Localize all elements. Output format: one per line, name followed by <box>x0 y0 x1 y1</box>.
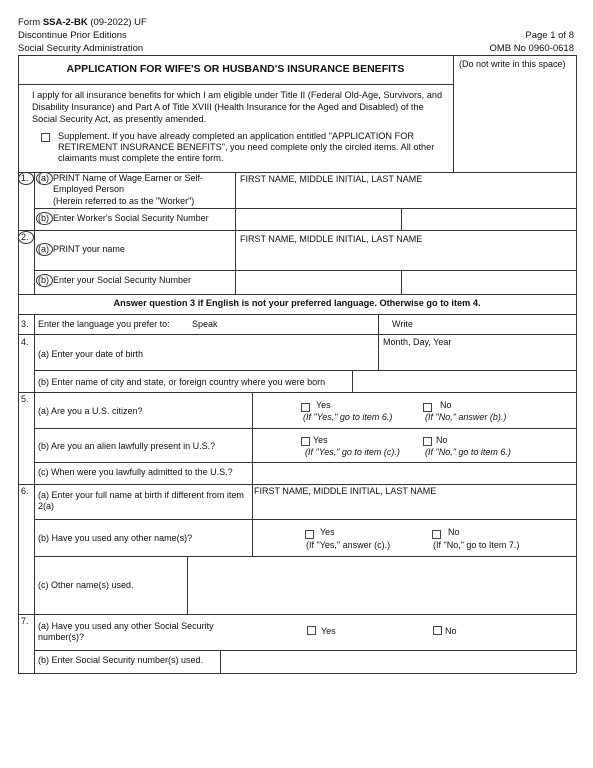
q4-bottom-rule <box>18 392 576 393</box>
q5b-yes-label: Yes <box>313 435 328 445</box>
q6a-text: (a) Enter your full name at birth if different from item 2(a) <box>38 490 244 511</box>
q1-name-header: FIRST NAME, MIDDLE INITIAL, LAST NAME <box>240 174 423 184</box>
discontinue-note: Discontinue Prior Editions <box>18 30 127 41</box>
q5a-yes-checkbox[interactable] <box>301 403 310 412</box>
your-name-field[interactable] <box>236 246 574 268</box>
grid-left-border <box>18 172 19 673</box>
q7-number: 7. <box>21 616 29 626</box>
q6b-yes-checkbox[interactable] <box>305 530 314 539</box>
birth-date-field[interactable] <box>380 349 574 368</box>
q2a-text: PRINT your name <box>53 244 125 254</box>
q5a-yes-note: (If "Yes," go to item 6.) <box>303 412 393 422</box>
q5b-yes-checkbox[interactable] <box>301 437 310 446</box>
q5a-text: (a) Are you a U.S. citizen? <box>38 406 143 416</box>
q4-number: 4. <box>21 337 29 347</box>
q5b-no-label: No <box>436 435 448 445</box>
q6-bottom-rule <box>18 614 576 615</box>
q7a-no-checkbox[interactable] <box>433 626 442 635</box>
q6-name-header: FIRST NAME, MIDDLE INITIAL, LAST NAME <box>254 486 437 496</box>
supplement-text: Supplement. If you have already completed an application entitled "APPLICATION FOR RETIREMENT INSURANCE BENEFITS", you need complete only the circled items. All other claimants must complete the entire form. <box>58 131 435 163</box>
q1b-text: Enter Worker's Social Security Number <box>53 213 209 223</box>
q7a-yes-checkbox[interactable] <box>307 626 316 635</box>
q5a-no-checkbox[interactable] <box>423 403 432 412</box>
q6b-yes-label: Yes <box>320 527 335 537</box>
form-edition: (09-2022) UF <box>90 17 147 28</box>
other-names-field[interactable] <box>188 557 574 613</box>
q6b-text: (b) Have you used any other name(s)? <box>38 533 193 543</box>
q1a-label: (a) <box>38 173 49 183</box>
q5b-yes-note: (If "Yes," go to item (c).) <box>305 447 400 457</box>
q5a-row-rule <box>34 428 576 429</box>
your-ssn-field[interactable] <box>236 271 400 293</box>
instruction-bottom-rule <box>18 314 576 315</box>
intro-text: I apply for all insurance benefits for which I am eligible under Title II (Federal Old-Age, Survivors, and Disability Insurance) and Part A of Title XVIII (Health Insurance for the Aged and Disabled) of the Social Security Act, as presently amended. <box>32 90 443 124</box>
page-number: Page 1 of 8 <box>525 30 574 41</box>
num-col-line-1 <box>34 172 35 294</box>
q3-divider <box>378 314 379 334</box>
q4-divider <box>378 334 379 370</box>
q3-bottom-rule <box>18 334 576 335</box>
q5c-text: (c) When were you lawfully admitted to the U.S.? <box>38 467 233 477</box>
q2a-label: (a) <box>38 244 49 254</box>
form-prefix: Form <box>18 17 41 28</box>
q6b-no-checkbox[interactable] <box>432 530 441 539</box>
q2-bottom-rule <box>18 294 576 295</box>
agency-name: Social Security Administration <box>18 43 144 54</box>
q1-bottom-rule <box>18 230 576 231</box>
top-border <box>18 55 576 56</box>
birth-name-field[interactable] <box>253 498 574 517</box>
q5-bottom-rule <box>18 484 576 485</box>
supplement-checkbox[interactable] <box>41 133 50 142</box>
q4-date-header: Month, Day, Year <box>383 337 452 347</box>
q1a-text: PRINT Name of Wage Earner or Self-Employed Person <box>53 173 204 194</box>
q5a-no-label: No <box>440 400 452 410</box>
q4b-text: (b) Enter name of city and state, or foreign country where you were born <box>38 377 326 387</box>
q1-number: 1. <box>21 173 29 183</box>
q4a-text: (a) Enter your date of birth <box>38 349 144 359</box>
q1b-label: (b) <box>38 213 49 223</box>
q6b-no-note: (If "No," go to Item 7.) <box>433 540 520 550</box>
q2b-divider-right <box>401 270 402 294</box>
speak-language-field[interactable] <box>222 316 377 332</box>
q5b-no-checkbox[interactable] <box>423 437 432 446</box>
q1b-divider-right <box>401 208 402 230</box>
q7a-no-label: No <box>445 626 457 636</box>
title-rule <box>18 84 453 85</box>
admission-date-field[interactable] <box>253 463 574 483</box>
q3-text: Enter the language you prefer to: <box>38 319 170 329</box>
other-ssn-field[interactable] <box>221 651 574 672</box>
q3-speak-label: Speak <box>192 319 218 329</box>
worker-ssn-field[interactable] <box>236 209 400 229</box>
form-code: SSA-2-BK <box>42 17 88 28</box>
q6-number: 6. <box>21 486 29 496</box>
num-col-line-2 <box>34 314 35 673</box>
write-language-field[interactable] <box>420 316 574 332</box>
q3-number: 3. <box>21 319 29 329</box>
q2b-label: (b) <box>38 275 49 285</box>
q3-write-label: Write <box>392 319 413 329</box>
q2-name-header: FIRST NAME, MIDDLE INITIAL, LAST NAME <box>240 234 423 244</box>
form-title: APPLICATION FOR WIFE'S OR HUSBAND'S INSURANCE BENEFITS <box>66 63 405 75</box>
q2-number: 2. <box>21 232 29 242</box>
q5b-no-note: (If "No," go to item 6.) <box>425 447 511 457</box>
omb-number: OMB No 0960-0618 <box>489 43 574 54</box>
grid-bottom-border <box>18 673 576 674</box>
right-border-top <box>576 55 577 172</box>
q5b-text: (b) Are you an alien lawfully present in U.S.? <box>38 441 216 451</box>
q7a-yes-label: Yes <box>321 626 336 636</box>
q6b-no-label: No <box>448 527 460 537</box>
q2b-text: Enter your Social Security Number <box>53 275 192 285</box>
office-use-label: (Do not write in this space) <box>459 59 566 69</box>
form-number <box>18 17 147 28</box>
office-box-divider <box>453 55 454 172</box>
language-instruction: Answer question 3 if English is not your preferred language. Otherwise go to item 4. <box>113 298 481 308</box>
q6b-yes-note: (If "Yes," answer (c).) <box>306 540 391 550</box>
q1a-subtext: (Herein referred to as the "Worker") <box>53 196 195 206</box>
q6-divider <box>252 484 253 556</box>
q7b-text: (b) Enter Social Security number(s) used. <box>38 655 204 665</box>
q6a-row-rule <box>34 519 576 520</box>
q5a-yes-label: Yes <box>316 400 331 410</box>
grid-right-border <box>576 172 577 673</box>
q5a-no-note: (If "No," answer (b).) <box>425 412 507 422</box>
birthplace-field[interactable] <box>353 371 574 391</box>
worker-name-field[interactable] <box>236 186 574 206</box>
q7a-text: (a) Have you used any other Social Security number(s)? <box>38 621 214 642</box>
q6c-text: (c) Other name(s) used. <box>38 580 134 590</box>
q5-number: 5. <box>21 394 29 404</box>
